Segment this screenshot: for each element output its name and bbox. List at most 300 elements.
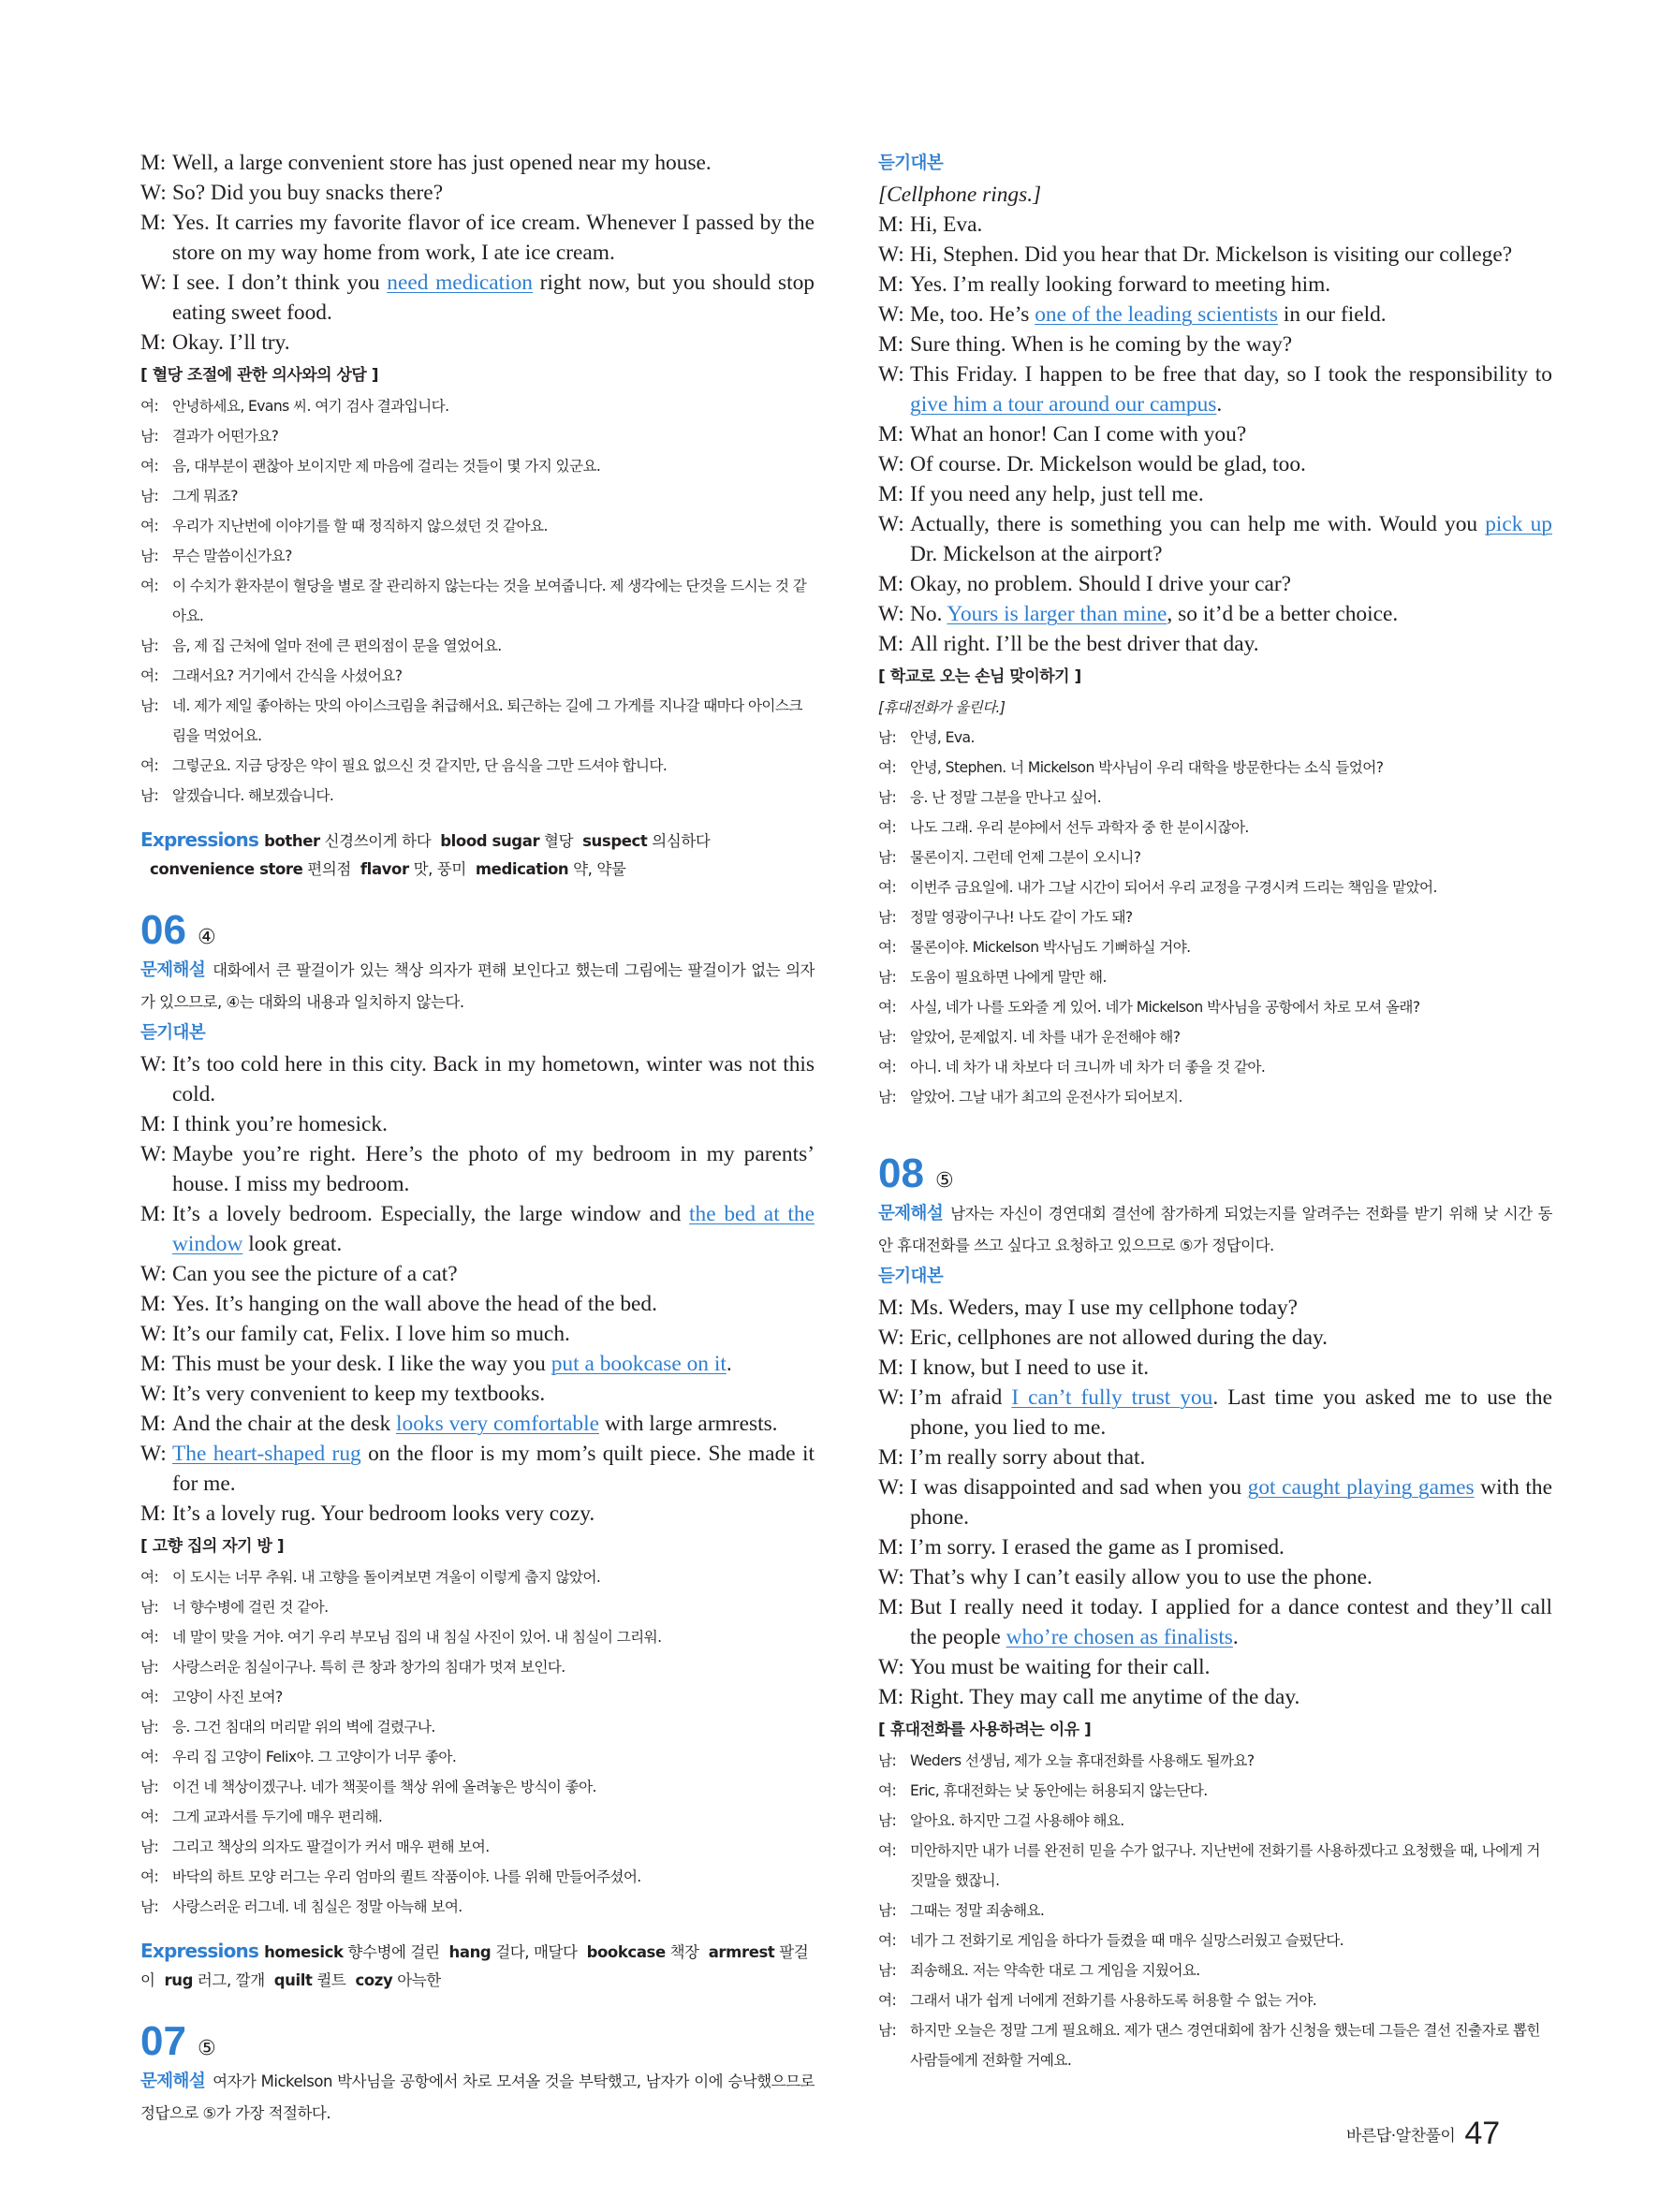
speaker-label: 여: [878, 999, 897, 1016]
translation-text: 그게 뭐죠? [172, 488, 238, 505]
line-text: It’s our family cat, Felix. I love him so much. [172, 1322, 570, 1346]
vocab-meaning: 약, 약물 [568, 860, 626, 878]
speaker-label: 남: [140, 1838, 159, 1855]
q07-korean-stage-direction: [휴대전화가 울린다.] [878, 699, 1006, 716]
dialogue-line [140, 1049, 815, 1109]
q06-header [140, 906, 815, 955]
speaker-label: W: [140, 1142, 167, 1166]
translation-text: 이번주 금요일에. 내가 그날 시간이 되어서 우리 교정을 구경시켜 드리는 책임을 맡았어. [910, 879, 1437, 896]
translation-text: 고양이 사진 보여? [172, 1689, 283, 1706]
line-text: Well, a large convenient store has just opened near my house. [172, 151, 712, 175]
translation-line [140, 691, 815, 751]
vocab-word: blood sugar [440, 832, 540, 850]
translation-text: 이 수치가 환자분이 혈당을 별로 잘 관리하지 않는다는 것을 보여줍니다. 제 생각에는 단것을 드시는 것 같아요. [172, 578, 807, 624]
line-text: Maybe you’re right. Here’s the photo of my bedroom in my parents’ house. I miss my bedroom. [172, 1142, 815, 1196]
key-phrase: put a bookcase on it [551, 1352, 727, 1376]
translation-line [140, 661, 815, 691]
line-text: Yes. It carries my favorite flavor of ice cream. Whenever I passed by the store on my way home from work, I ate ice cream. [172, 211, 815, 265]
line-text: look great. [242, 1232, 343, 1256]
translation-line [140, 1742, 815, 1772]
line-text: It’s a lovely rug. Your bedroom looks very cozy. [172, 1502, 595, 1526]
line-text: Can you see the picture of a cat? [172, 1262, 458, 1286]
vocab-word: homesick [264, 1943, 344, 1961]
speaker-label: 여: [878, 1992, 897, 2009]
translation-text: 아니. 네 차가 내 차보다 더 크니까 네 차가 더 좋을 것 같아. [910, 1059, 1266, 1076]
speaker-label: W: [140, 1052, 167, 1077]
speaker-label: 여: [140, 458, 159, 475]
speaker-label: W: [878, 602, 904, 626]
translation-text: 너 향수병에 걸린 것 같아. [172, 1599, 329, 1616]
translation-text: 안녕, Eva. [910, 729, 975, 746]
vocab-word: bookcase [586, 1943, 666, 1961]
page-footer [1346, 2110, 1500, 2157]
line-text: What an honor! Can I come with you? [910, 422, 1247, 447]
vocab-word: medication [475, 860, 569, 878]
line-text: I’m sorry. I erased the game as I promised. [910, 1535, 1285, 1560]
speaker-label: 남: [140, 1599, 159, 1616]
translation-line [878, 932, 1552, 962]
q05-korean-title: [ 혈당 조절에 관한 의사와의 상담 ] [140, 366, 379, 385]
speaker-label: W: [878, 1565, 904, 1589]
q08-explanation [878, 1198, 1552, 1261]
translation-line [140, 1652, 815, 1682]
q07-dialogue [878, 210, 1552, 659]
line-text: . Last time you asked me to use the phone, you lied to me. [910, 1385, 1553, 1440]
translation-line [140, 541, 815, 571]
line-text: . [726, 1352, 732, 1376]
q05-korean-translation [140, 391, 815, 811]
dialogue-line [140, 148, 815, 178]
dialogue-line [878, 210, 1552, 240]
translation-text: Weders 선생님, 제가 오늘 휴대전화를 사용해도 될까요? [910, 1752, 1255, 1769]
translation-line [878, 1776, 1552, 1806]
speaker-label: M: [140, 1112, 167, 1136]
translation-line [878, 813, 1552, 842]
q05-dialogue [140, 148, 815, 358]
speaker-label: 여: [140, 1569, 159, 1586]
vocab-word: armrest [708, 1943, 775, 1961]
vocab-meaning: 편의점 [302, 860, 351, 878]
speaker-label: M: [140, 1412, 167, 1436]
line-text: Actually, there is something you can help me with. Would you [910, 512, 1486, 536]
line-text: , so it’d be a better choice. [1167, 602, 1399, 626]
translation-line [878, 1956, 1552, 1985]
vocab-meaning: 퀼트 [312, 1971, 346, 1989]
line-text: Okay, no problem. Should I drive your car? [910, 572, 1292, 596]
translation-line [140, 511, 815, 541]
speaker-label: W: [140, 181, 167, 205]
q08-explanation-text: 남자는 자신이 경연대회 결선에 참가하게 되었는지를 알려주는 전화를 받기 위해 낮 시간 동안 휴대전화를 쓰고 싶다고 요청하고 있으므로 ⑤가 정답이다. [878, 1205, 1552, 1254]
dialogue-line [140, 1409, 815, 1439]
line-text: And the chair at the desk [172, 1412, 397, 1436]
speaker-label: M: [878, 1685, 904, 1709]
translation-line [140, 421, 815, 451]
dialogue-line [140, 1319, 815, 1349]
line-text: Right. They may call me anytime of the day. [910, 1685, 1300, 1709]
dialogue-line [140, 208, 815, 268]
q06-dialogue [140, 1049, 815, 1529]
translation-text: 물론이야. Mickelson 박사님도 기뻐하실 거야. [910, 939, 1191, 956]
speaker-label: 남: [878, 789, 897, 806]
dialogue-line [140, 178, 815, 208]
line-text: If you need any help, just tell me. [910, 482, 1204, 506]
dialogue-line [878, 1562, 1552, 1592]
translation-text: 그래서요? 거기에서 간식을 사셨어요? [172, 667, 403, 684]
line-text: Okay. I’ll try. [172, 330, 290, 355]
translation-line [878, 1746, 1552, 1776]
line-text: with large armrests. [598, 1412, 778, 1436]
speaker-label: 여: [878, 1059, 897, 1076]
translation-line [878, 962, 1552, 992]
line-text: I think you’re homesick. [172, 1112, 388, 1136]
speaker-label: 남: [140, 787, 159, 804]
line-text: It’s very convenient to keep my textbooks. [172, 1382, 546, 1406]
translation-text: 이 도시는 너무 추워. 내 고향을 돌이켜보면 겨울이 이렇게 춥지 않았어. [172, 1569, 601, 1586]
translation-line [878, 872, 1552, 902]
dialogue-line [140, 1439, 815, 1499]
translation-text: 하지만 오늘은 정말 그게 필요해요. 제가 댄스 경연대회에 참가 신청을 했는데 그들은 결선 진출자로 뽑힌 사람들에게 전화할 거예요. [910, 2022, 1540, 2069]
dialogue-line [140, 328, 815, 358]
translation-text: 응. 그건 침대의 머리맡 위의 벽에 걸렸구나. [172, 1719, 435, 1736]
q07-stage-direction: [Cellphone rings.] [878, 183, 1042, 207]
translation-line [878, 753, 1552, 783]
q06-expressions [140, 1937, 815, 1995]
dialogue-line [878, 629, 1552, 659]
q07-explanation [140, 2066, 815, 2129]
translation-line [140, 391, 815, 421]
speaker-label: 여: [878, 819, 897, 836]
vocab-meaning: 맛, 풍미 [408, 860, 466, 878]
line-text: That’s why I can’t easily allow you to use the phone. [910, 1565, 1373, 1589]
q07-explanation-label: 문제해설 [140, 2072, 206, 2091]
line-text: This must be your desk. I like the way you [172, 1352, 551, 1376]
line-text: Yes. I’m really looking forward to meeting him. [910, 272, 1331, 297]
q08-korean-title: [ 휴대전화를 사용하려는 이유 ] [878, 1721, 1092, 1739]
speaker-label: 남: [878, 2022, 897, 2039]
dialogue-line [878, 569, 1552, 599]
speaker-label: 남: [878, 1902, 897, 1919]
speaker-label: 남: [878, 1962, 897, 1979]
line-text: Hi, Stephen. Did you hear that Dr. Mickelson is visiting our college? [910, 242, 1513, 267]
vocab-word: suspect [582, 832, 648, 850]
line-text: This Friday. I happen to be free that day, so I took the responsibility to [910, 362, 1552, 387]
page-number: 47 [1464, 2115, 1501, 2151]
translation-line [878, 1082, 1552, 1112]
q08-number: 08 [878, 1150, 924, 1196]
translation-text: 사실, 네가 나를 도와줄 게 있어. 네가 Mickelson 박사님을 공항에서 차로 모셔 올래? [910, 999, 1420, 1016]
dialogue-line [878, 1472, 1552, 1532]
q07-answer: ⑤ [197, 2037, 216, 2060]
speaker-label: 여: [140, 667, 159, 684]
translation-text: 결과가 어떤가요? [172, 428, 279, 445]
key-phrase: I can’t fully trust you [1011, 1385, 1213, 1410]
line-text: No. [910, 602, 947, 626]
speaker-label: W: [878, 302, 904, 327]
speaker-label: 여: [878, 1932, 897, 1949]
q07-korean-title: [ 학교로 오는 손님 맞이하기 ] [878, 667, 1081, 686]
q08-script-label: 듣기대본 [878, 1267, 944, 1286]
line-text: . [1232, 1625, 1239, 1649]
dialogue-line [878, 270, 1552, 300]
speaker-label: M: [878, 422, 904, 447]
translation-line [878, 1806, 1552, 1836]
speaker-label: W: [140, 1442, 167, 1466]
q07-explanation-text: 여자가 Mickelson 박사님을 공항에서 차로 모셔올 것을 부탁했고, 남자가 이에 승낙했으므로 정답으로 ⑤가 가장 적절하다. [140, 2073, 815, 2122]
speaker-label: W: [140, 1262, 167, 1286]
speaker-label: 여: [140, 398, 159, 415]
translation-line [878, 723, 1552, 753]
dialogue-line [878, 1592, 1552, 1652]
speaker-label: 여: [140, 1629, 159, 1646]
speaker-label: 남: [878, 969, 897, 986]
speaker-label: W: [878, 362, 904, 387]
vocab-meaning: 걸다, 매달다 [491, 1943, 578, 1961]
q08-korean-translation [878, 1746, 1552, 2075]
line-text: I’m afraid [910, 1385, 1012, 1410]
dialogue-line [878, 1682, 1552, 1712]
translation-text: 미안하지만 내가 너를 완전히 믿을 수가 없구나. 지난번에 전화기를 사용하겠다고 요청했을 때, 나에게 거짓말을 했잖니. [910, 1842, 1540, 1889]
vocab-word: cozy [355, 1971, 393, 1989]
speaker-label: 남: [878, 1812, 897, 1829]
translation-line [140, 1592, 815, 1622]
vocab-meaning: 신경쓰이게 하다 [319, 832, 432, 850]
speaker-label: M: [878, 1296, 904, 1320]
speaker-label: M: [878, 632, 904, 656]
line-text: with the phone. [910, 1475, 1553, 1530]
translation-line [878, 1896, 1552, 1926]
translation-text: 우리가 지난번에 이야기를 할 때 정직하지 않으셨던 것 같아요. [172, 518, 548, 535]
speaker-label: 여: [140, 578, 159, 594]
q08-header [878, 1150, 1552, 1198]
translation-line [878, 992, 1552, 1022]
line-text: I was disappointed and sad when you [910, 1475, 1248, 1500]
key-phrase: who’re chosen as finalists [1006, 1625, 1233, 1649]
dialogue-line [878, 449, 1552, 479]
translation-text: 이건 네 책상이겠구나. 네가 책꽂이를 책상 위에 올려놓은 방식이 좋아. [172, 1779, 596, 1795]
q06-explanation [140, 955, 815, 1018]
translation-text: 네. 제가 제일 좋아하는 맛의 아이스크림을 취급해서요. 퇴근하는 길에 그 가게를 지나갈 때마다 아이스크림을 먹었어요. [172, 697, 802, 744]
dialogue-line [878, 1532, 1552, 1562]
speaker-label: W: [878, 1475, 904, 1500]
vocab-word: hang [448, 1943, 492, 1961]
dialogue-line [878, 1323, 1552, 1353]
translation-line [140, 1802, 815, 1832]
speaker-label: 남: [878, 909, 897, 926]
expressions-label: Expressions [140, 1940, 259, 1962]
key-phrase: Yours is larger than mine [947, 602, 1167, 626]
speaker-label: M: [878, 1535, 904, 1560]
speaker-label: M: [140, 1502, 167, 1526]
speaker-label: M: [140, 1202, 167, 1226]
translation-line [140, 1712, 815, 1742]
speaker-label: 남: [140, 1779, 159, 1795]
dialogue-line [878, 359, 1552, 419]
q07-korean-translation [878, 723, 1552, 1112]
speaker-label: 남: [140, 1898, 159, 1915]
dialogue-line [878, 419, 1552, 449]
speaker-label: W: [878, 1385, 904, 1410]
q06-korean-translation [140, 1562, 815, 1922]
dialogue-line [140, 1199, 815, 1259]
speaker-label: M: [878, 1445, 904, 1470]
translation-line [140, 1862, 815, 1892]
translation-text: 정말 영광이구나! 나도 같이 가도 돼? [910, 909, 1133, 926]
q06-korean-title: [ 고향 집의 자기 방 ] [140, 1537, 285, 1556]
line-text: I see. I don’t think you [172, 271, 388, 295]
translation-line [140, 451, 815, 481]
line-text: Sure thing. When is he coming by the way? [910, 332, 1293, 357]
speaker-label: 여: [878, 939, 897, 956]
translation-line [140, 631, 815, 661]
key-phrase: got caught playing games [1247, 1475, 1475, 1500]
translation-line [878, 1052, 1552, 1082]
speaker-label: M: [878, 482, 904, 506]
speaker-label: M: [878, 1355, 904, 1380]
speaker-label: W: [140, 1322, 167, 1346]
key-phrase: give him a tour around our campus [910, 392, 1217, 417]
speaker-label: M: [140, 1292, 167, 1316]
line-text: Eric, cellphones are not allowed during the day. [910, 1326, 1328, 1350]
dialogue-line [878, 479, 1552, 509]
translation-line [878, 842, 1552, 872]
vocab-word: flavor [360, 860, 409, 878]
right-column [878, 148, 1552, 2075]
speaker-label: 남: [140, 488, 159, 505]
speaker-label: M: [878, 1595, 904, 1619]
key-phrase: need medication [387, 271, 533, 295]
speaker-label: 남: [140, 1659, 159, 1676]
translation-text: 그래서 내가 쉽게 너에게 전화기를 사용하도록 허용할 수 없는 거야. [910, 1992, 1317, 2009]
line-text: . [1216, 392, 1223, 417]
footer-book-title: 바른답·알찬풀이 [1346, 2126, 1456, 2146]
dialogue-line [878, 599, 1552, 629]
dialogue-line [140, 268, 815, 328]
key-phrase: looks very comfortable [396, 1412, 599, 1436]
dialogue-line [878, 300, 1552, 330]
translation-text: Eric, 휴대전화는 낮 동안에는 허용되지 않는단다. [910, 1782, 1208, 1799]
q06-number: 06 [140, 907, 186, 953]
vocab-meaning: 혈당 [539, 832, 574, 850]
translation-text: 알았어. 그날 내가 최고의 운전사가 되어보지. [910, 1089, 1182, 1106]
translation-text: 도움이 필요하면 나에게 말만 해. [910, 969, 1107, 986]
q07-script-label: 듣기대본 [878, 154, 944, 173]
speaker-label: M: [140, 1352, 167, 1376]
translation-line [140, 1832, 815, 1862]
speaker-label: 남: [878, 1089, 897, 1106]
dialogue-line [878, 240, 1552, 270]
line-text: So? Did you buy snacks there? [172, 181, 444, 205]
line-text: right now, but you should stop eating sweet food. [172, 271, 815, 325]
speaker-label: M: [140, 211, 167, 235]
speaker-label: 여: [878, 879, 897, 896]
translation-text: 바닥의 하트 모양 러그는 우리 엄마의 퀼트 작품이야. 나를 위해 만들어주셨어. [172, 1868, 641, 1885]
speaker-label: 여: [140, 1868, 159, 1885]
speaker-label: 여: [878, 1782, 897, 1799]
q07-number: 07 [140, 2018, 186, 2064]
translation-line [878, 902, 1552, 932]
speaker-label: 여: [140, 757, 159, 774]
speaker-label: 남: [878, 849, 897, 866]
translation-line [140, 1562, 815, 1592]
translation-text: 그때는 정말 죄송해요. [910, 1902, 1045, 1919]
vocab-word: rug [164, 1971, 194, 1989]
speaker-label: 남: [878, 729, 897, 746]
speaker-label: 여: [140, 518, 159, 535]
vocab-meaning: 아늑한 [392, 1971, 441, 1989]
line-text: You must be waiting for their call. [910, 1655, 1211, 1679]
speaker-label: M: [878, 332, 904, 357]
translation-text: 우리 집 고양이 Felix야. 그 고양이가 너무 좋아. [172, 1749, 457, 1765]
speaker-label: W: [878, 1655, 904, 1679]
q05-expressions [140, 826, 815, 884]
dialogue-line [878, 509, 1552, 569]
dialogue-line [140, 1349, 815, 1379]
q06-script-label: 듣기대본 [140, 1023, 206, 1043]
q06-explanation-label: 문제해설 [140, 960, 206, 980]
translation-line [140, 1682, 815, 1712]
vocab-meaning: 팔걸이 [140, 1943, 809, 1989]
speaker-label: W: [878, 242, 904, 267]
vocab-word: quilt [273, 1971, 313, 1989]
dialogue-line [878, 1443, 1552, 1472]
speaker-label: 여: [878, 1842, 897, 1859]
translation-text: 응. 난 정말 그분을 만나고 싶어. [910, 789, 1102, 806]
speaker-label: 여: [140, 1689, 159, 1706]
line-text: in our field. [1278, 302, 1387, 327]
translation-text: 사랑스러운 침실이구나. 특히 큰 창과 창가의 침대가 멋져 보인다. [172, 1659, 565, 1676]
q08-explanation-label: 문제해설 [878, 1204, 944, 1223]
translation-text: 그게 교과서를 두기에 매우 편리해. [172, 1809, 383, 1825]
speaker-label: 여: [878, 759, 897, 776]
translation-line [140, 571, 815, 631]
line-text: I know, but I need to use it. [910, 1355, 1150, 1380]
speaker-label: 남: [140, 697, 159, 714]
translation-text: 그리고 책상의 의자도 팔걸이가 커서 매우 편해 보여. [172, 1838, 490, 1855]
speaker-label: M: [878, 272, 904, 297]
speaker-label: M: [878, 212, 904, 237]
line-text: It’s too cold here in this city. Back in my hometown, winter was not this cold. [172, 1052, 815, 1106]
dialogue-line [140, 1109, 815, 1139]
dialogue-line [140, 1499, 815, 1529]
translation-text: 네가 그 전화기로 게임을 하다가 들켰을 때 매우 실망스러웠고 슬펐단다. [910, 1932, 1344, 1949]
speaker-label: W: [878, 452, 904, 476]
translation-text: 물론이지. 그런데 언제 그분이 오시니? [910, 849, 1141, 866]
speaker-label: 남: [878, 1029, 897, 1046]
key-phrase: the bed at the window [172, 1202, 815, 1256]
speaker-label: 남: [878, 1752, 897, 1769]
speaker-label: 남: [140, 428, 159, 445]
translation-text: 죄송해요. 저는 약속한 대로 그 게임을 지웠어요. [910, 1962, 1200, 1979]
speaker-label: W: [140, 1382, 167, 1406]
vocab-meaning: 러그, 깔개 [193, 1971, 265, 1989]
translation-text: 네 말이 맞을 거야. 여기 우리 부모님 집의 내 침실 사진이 있어. 내 침실이 그리워. [172, 1629, 662, 1646]
translation-text: 알겠습니다. 해보겠습니다. [172, 787, 334, 804]
translation-text: 알았어, 문제없지. 네 차를 내가 운전해야 해? [910, 1029, 1181, 1046]
q07-header [140, 2017, 815, 2066]
speaker-label: M: [878, 572, 904, 596]
translation-text: 사랑스러운 러그네. 네 침실은 정말 아늑해 보여. [172, 1898, 462, 1915]
speaker-label: W: [878, 512, 904, 536]
dialogue-line [878, 1293, 1552, 1323]
translation-line [878, 1985, 1552, 2015]
dialogue-line [878, 1383, 1552, 1443]
translation-line [878, 2015, 1552, 2075]
speaker-label: 남: [140, 637, 159, 654]
key-phrase: The heart-shaped rug [172, 1442, 361, 1466]
translation-text: 안녕하세요, Evans 씨. 여기 검사 결과입니다. [172, 398, 449, 415]
line-text: Me, too. He’s [910, 302, 1035, 327]
q06-answer: ④ [197, 926, 216, 949]
